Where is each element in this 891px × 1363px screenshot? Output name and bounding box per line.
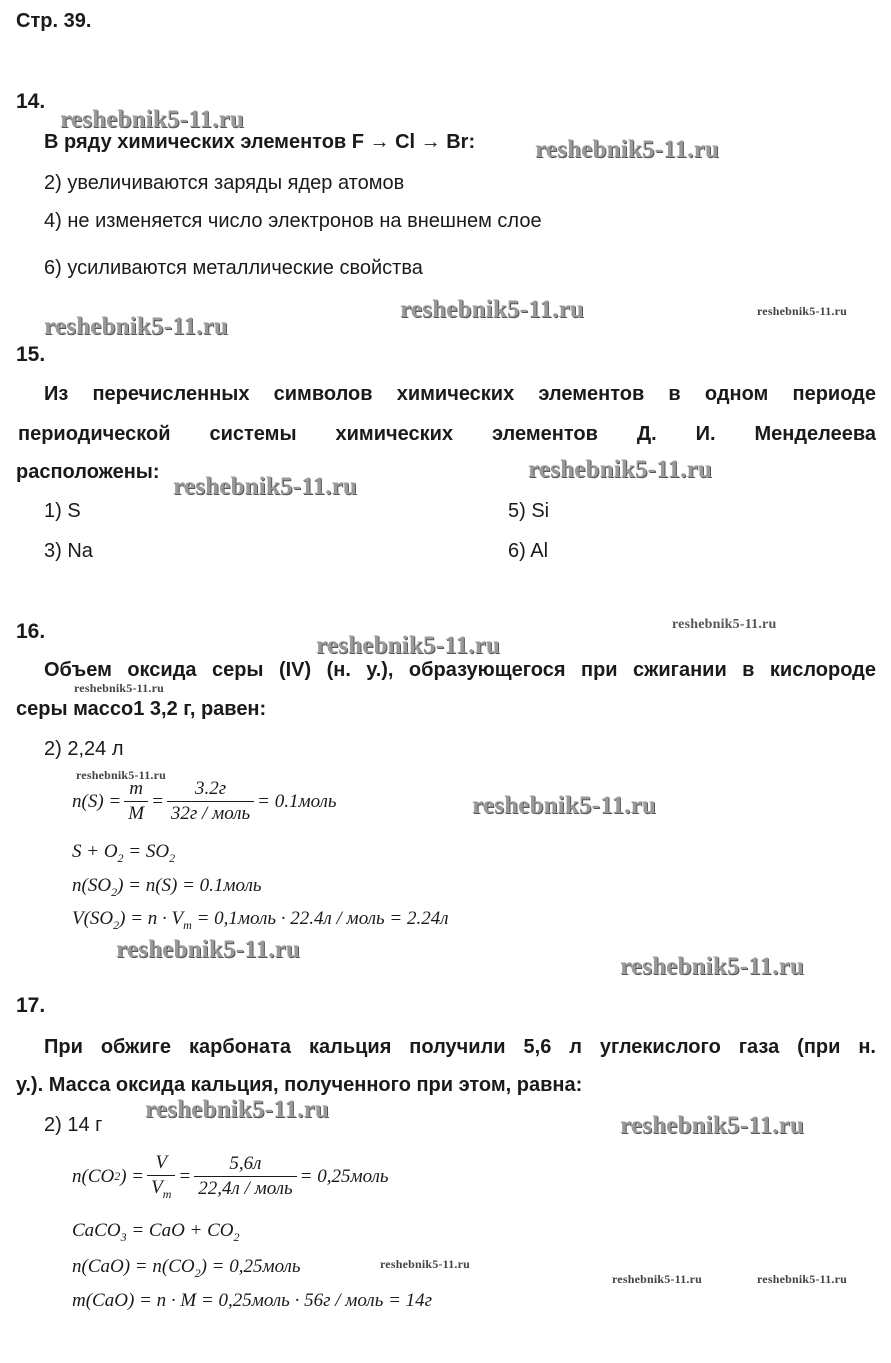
question-14-number: 14.: [16, 90, 46, 113]
fraction: $\frac{5,6л}{\text{22,4л / моль}}$: [194, 1153, 296, 1200]
q17-solution-row-4: m(CaO) = n · M = 0,25моль · 56г / моль = 14г: [72, 1290, 433, 1311]
question-17-answer: 2) 14 г: [44, 1114, 103, 1136]
watermark: reshebnik5-11.ru: [612, 1272, 702, 1286]
fraction: $\frac{V}{V_m}$: [147, 1152, 175, 1202]
q16-solution-row-2: $S + O_2 = SO_2$: [72, 841, 176, 865]
fraction: $\frac{m}{M}$: [124, 778, 148, 825]
fraction: $\frac{3.2г}{\text{32г / моль}}$: [167, 778, 254, 825]
q16-solution-row-3: $n(SO_2) = n(S)$ = 0.1моль: [72, 875, 262, 899]
question-14-answer-3: 6) усиливаются металлические свойства: [44, 257, 423, 279]
watermark: reshebnik5-11.ru: [316, 632, 501, 659]
question-16-line-1: Объем оксида серы (IV) (н. у.), образующегося при сжигании в кислороде: [44, 659, 876, 681]
question-14-text: В ряду химических элементов F → Cl → Br:: [44, 131, 476, 153]
question-17-number: 17.: [16, 994, 46, 1017]
question-15-answer-3: 5) Si: [508, 500, 550, 522]
q16-solution-row-4: $V(SO_2) = n \cdot V_m$ = 0,1моль · 22.4л / моль = 2.24л: [72, 908, 449, 932]
watermark: reshebnik5-11.ru: [757, 304, 847, 318]
watermark: reshebnik5-11.ru: [145, 1096, 330, 1123]
question-16-number: 16.: [16, 620, 46, 643]
arrow-right-icon: →: [420, 131, 441, 153]
question-15-line-2: периодической системы химических элементов Д. И. Менделеева: [18, 423, 876, 445]
question-14-answer-1: 2) увеличиваются заряды ядер атомов: [44, 172, 405, 194]
watermark: reshebnik5-11.ru: [380, 1257, 470, 1271]
question-15-line-1: Из перечисленных символов химических элементов в одном периоде: [44, 383, 876, 405]
watermark: reshebnik5-11.ru: [672, 617, 777, 632]
watermark: reshebnik5-11.ru: [535, 136, 720, 163]
watermark: reshebnik5-11.ru: [400, 296, 585, 323]
question-14-answer-2: 4) не изменяется число электронов на внешнем слое: [44, 210, 542, 232]
watermark: reshebnik5-11.ru: [620, 953, 805, 980]
page-label: Стр. 39.: [16, 10, 92, 32]
question-17-line-1: При обжиге карбоната кальция получили 5,6 л углекислого газа (при н.: [44, 1036, 876, 1058]
watermark: reshebnik5-11.ru: [620, 1112, 805, 1139]
watermark: reshebnik5-11.ru: [116, 936, 301, 963]
question-15-number: 15.: [16, 343, 46, 366]
q16-solution-row-1: n(S) = $\frac{m}{M}$ = $\frac{3.2г}{\text{32г / моль}}$ = 0.1моль: [72, 778, 337, 824]
watermark: reshebnik5-11.ru: [173, 473, 358, 500]
watermark: reshebnik5-11.ru: [757, 1272, 847, 1286]
q17-solution-row-1: n(CO 2 ) = $\frac{V}{V_m}$ = $\frac{5,6л}{\text{22,4л / моль}}$ = 0,25моль: [72, 1152, 389, 1201]
question-16-answer: 2) 2,24 л: [44, 738, 124, 760]
watermark: reshebnik5-11.ru: [74, 681, 164, 695]
q17-solution-row-2: CaCO$_3$ = CaO + $CO_2$: [72, 1220, 240, 1244]
question-15-answer-2: 3) Na: [44, 540, 93, 562]
question-16-line-2: серы массо1 3,2 г, равен:: [16, 698, 267, 720]
question-15-line-3: расположены:: [16, 461, 160, 483]
watermark: reshebnik5-11.ru: [472, 792, 657, 819]
arrow-right-icon: →: [369, 131, 390, 153]
watermark: reshebnik5-11.ru: [528, 456, 713, 483]
question-17-line-2: у.). Масса оксида кальция, полученного при этом, равна:: [16, 1074, 583, 1096]
watermark: reshebnik5-11.ru: [60, 106, 245, 133]
q17-solution-row-3: $n(CaO) = n(CO_2)$ = 0,25моль: [72, 1256, 301, 1280]
watermark: reshebnik5-11.ru: [76, 768, 166, 782]
question-15-answer-4: 6) Al: [508, 540, 549, 562]
watermark: reshebnik5-11.ru: [44, 313, 229, 340]
question-15-answer-1: 1) S: [44, 500, 81, 522]
